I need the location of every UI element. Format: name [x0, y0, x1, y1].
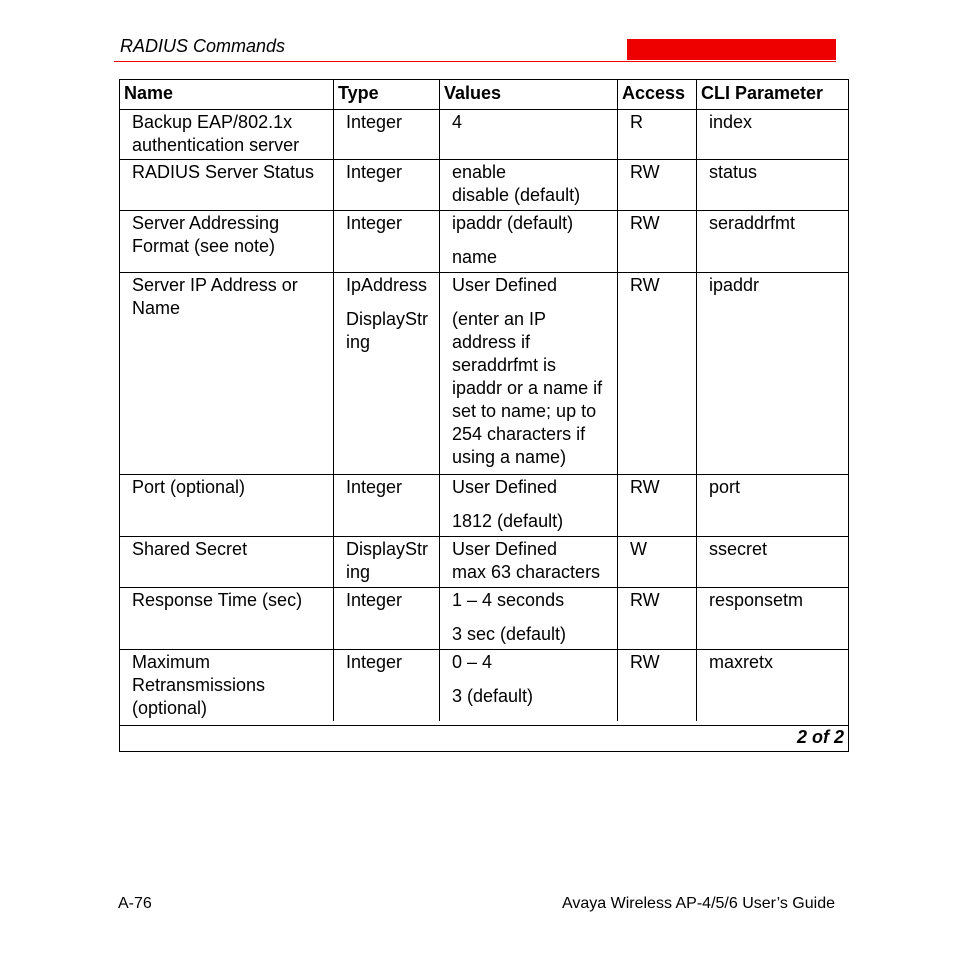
cell-cli-parameter	[697, 160, 849, 210]
cell-name-text: Server Addressing	[132, 213, 280, 233]
cell-type	[334, 110, 440, 159]
cell-values	[440, 588, 618, 649]
cell-type-text: ing	[346, 332, 371, 352]
cell-cli-parameter	[697, 273, 849, 474]
cell-access	[618, 537, 697, 587]
page-indicator: 2 of 2	[796, 727, 844, 747]
cell-cli-parameter	[697, 110, 849, 159]
cell-values	[440, 273, 618, 474]
table-row	[120, 273, 848, 475]
cell-cli-parameter-text: port	[709, 477, 741, 497]
cell-name-text: Format (see note)	[132, 236, 276, 256]
cell-values-text: (enter an IP	[452, 309, 547, 329]
header-accent-bar	[627, 39, 836, 60]
column-header-type: Type	[334, 80, 440, 109]
cell-name	[120, 273, 334, 474]
table-body	[120, 110, 848, 721]
cell-name	[120, 110, 334, 159]
cell-cli-parameter-text: maxretx	[709, 652, 774, 672]
cell-values-text: 1812 (default)	[452, 511, 564, 531]
cell-values-text: max 63 characters	[452, 562, 601, 582]
cell-name-text: Backup EAP/802.1x	[132, 112, 293, 132]
cell-name-text: (optional)	[132, 698, 208, 718]
cell-type	[334, 588, 440, 649]
table-header-row	[120, 80, 848, 110]
cell-name-text: Maximum	[132, 652, 211, 672]
column-header-name: Name	[120, 80, 334, 109]
cell-cli-parameter	[697, 650, 849, 721]
table-row	[120, 211, 848, 273]
cell-access-text: W	[630, 539, 647, 559]
cell-values-text: seraddrfmt is	[452, 355, 557, 375]
cell-values	[440, 650, 618, 721]
table-row	[120, 588, 848, 650]
cell-name-text: RADIUS Server Status	[132, 162, 315, 182]
cell-name-text: Retransmissions	[132, 675, 266, 695]
cell-values-text: ipaddr or a name if	[452, 378, 603, 398]
cell-name	[120, 160, 334, 210]
cell-access-text: RW	[630, 162, 660, 182]
cell-values-text: name	[452, 247, 498, 267]
table-row	[120, 110, 848, 160]
cell-cli-parameter-text: status	[709, 162, 758, 182]
cell-type	[334, 650, 440, 721]
cell-cli-parameter	[697, 537, 849, 587]
cell-values-text: User Defined	[452, 275, 558, 295]
cell-name	[120, 211, 334, 272]
cell-type	[334, 273, 440, 474]
cell-access	[618, 160, 697, 210]
section-title: RADIUS Commands	[120, 36, 286, 56]
radius-commands-table	[119, 79, 849, 752]
cell-values-text: 0 – 4	[452, 652, 493, 672]
cell-values-text: User Defined	[452, 539, 558, 559]
cell-cli-parameter	[697, 211, 849, 272]
table-row	[120, 160, 848, 211]
guide-title: Avaya Wireless AP-4/5/6 User’s Guide	[561, 895, 835, 912]
cell-values-text: enable	[452, 162, 507, 182]
cell-cli-parameter-text: ipaddr	[709, 275, 760, 295]
cell-access-text: RW	[630, 652, 660, 672]
cell-type-text: Integer	[346, 652, 403, 672]
cell-type-text: Integer	[346, 213, 403, 233]
cell-name-text: Name	[132, 298, 181, 318]
cell-type-text: Integer	[346, 590, 403, 610]
cell-access-text: R	[630, 112, 643, 132]
cell-cli-parameter-text: ssecret	[709, 539, 768, 559]
cell-type	[334, 160, 440, 210]
column-header-cli-parameter: CLI Parameter	[701, 83, 824, 103]
cell-access	[618, 475, 697, 536]
cell-type-text: Integer	[346, 112, 403, 132]
cell-cli-parameter	[697, 588, 849, 649]
cell-name-text: Shared Secret	[132, 539, 248, 559]
cell-type	[334, 211, 440, 272]
column-header-values: Values	[440, 80, 618, 109]
cell-name-text: Response Time (sec)	[132, 590, 303, 610]
cell-type-text: DisplayStr	[346, 309, 429, 329]
table-row	[120, 650, 848, 721]
cell-values	[440, 537, 618, 587]
cell-values-text: 3 (default)	[452, 686, 534, 706]
header-rule	[114, 61, 836, 62]
cell-values	[440, 475, 618, 536]
cell-cli-parameter-text: responsetm	[709, 590, 804, 610]
cell-name	[120, 475, 334, 536]
cell-access	[618, 110, 697, 159]
cell-values	[440, 211, 618, 272]
cell-type	[334, 537, 440, 587]
cell-name	[120, 588, 334, 649]
cell-values-text: address if	[452, 332, 531, 352]
cell-cli-parameter-text: seraddrfmt	[709, 213, 796, 233]
cell-access	[618, 211, 697, 272]
cell-cli-parameter-text: index	[709, 112, 753, 132]
cell-type	[334, 475, 440, 536]
cell-type-text: DisplayStr	[346, 539, 429, 559]
table-row	[120, 475, 848, 537]
cell-cli-parameter	[697, 475, 849, 536]
cell-values-text: 4	[452, 112, 463, 132]
cell-values-text: ipaddr (default)	[452, 213, 574, 233]
cell-type-text: ing	[346, 562, 371, 582]
cell-access-text: RW	[630, 477, 660, 497]
cell-values-text: set to name; up to	[452, 401, 597, 421]
cell-values-text: using a name)	[452, 447, 567, 467]
cell-values-text: disable (default)	[452, 185, 581, 205]
page-number: A-76	[118, 895, 152, 912]
cell-name-text: authentication server	[132, 135, 300, 155]
cell-type-text: Integer	[346, 477, 403, 497]
cell-name-text: Port (optional)	[132, 477, 246, 497]
table-footer-row	[120, 725, 848, 751]
table-row	[120, 537, 848, 588]
cell-values-text: User Defined	[452, 477, 558, 497]
cell-type-text: Integer	[346, 162, 403, 182]
cell-name	[120, 537, 334, 587]
cell-type-text: IpAddress	[346, 275, 428, 295]
cell-access	[618, 273, 697, 474]
cell-access	[618, 650, 697, 721]
cell-access	[618, 588, 697, 649]
cell-values-text: 1 – 4 seconds	[452, 590, 565, 610]
cell-values-text: 254 characters if	[452, 424, 586, 444]
column-header-access: Access	[618, 80, 697, 109]
cell-access-text: RW	[630, 275, 660, 295]
cell-name	[120, 650, 334, 721]
cell-access-text: RW	[630, 590, 660, 610]
cell-values	[440, 110, 618, 159]
cell-name-text: Server IP Address or	[132, 275, 298, 295]
cell-access-text: RW	[630, 213, 660, 233]
cell-values	[440, 160, 618, 210]
cell-values-text: 3 sec (default)	[452, 624, 567, 644]
